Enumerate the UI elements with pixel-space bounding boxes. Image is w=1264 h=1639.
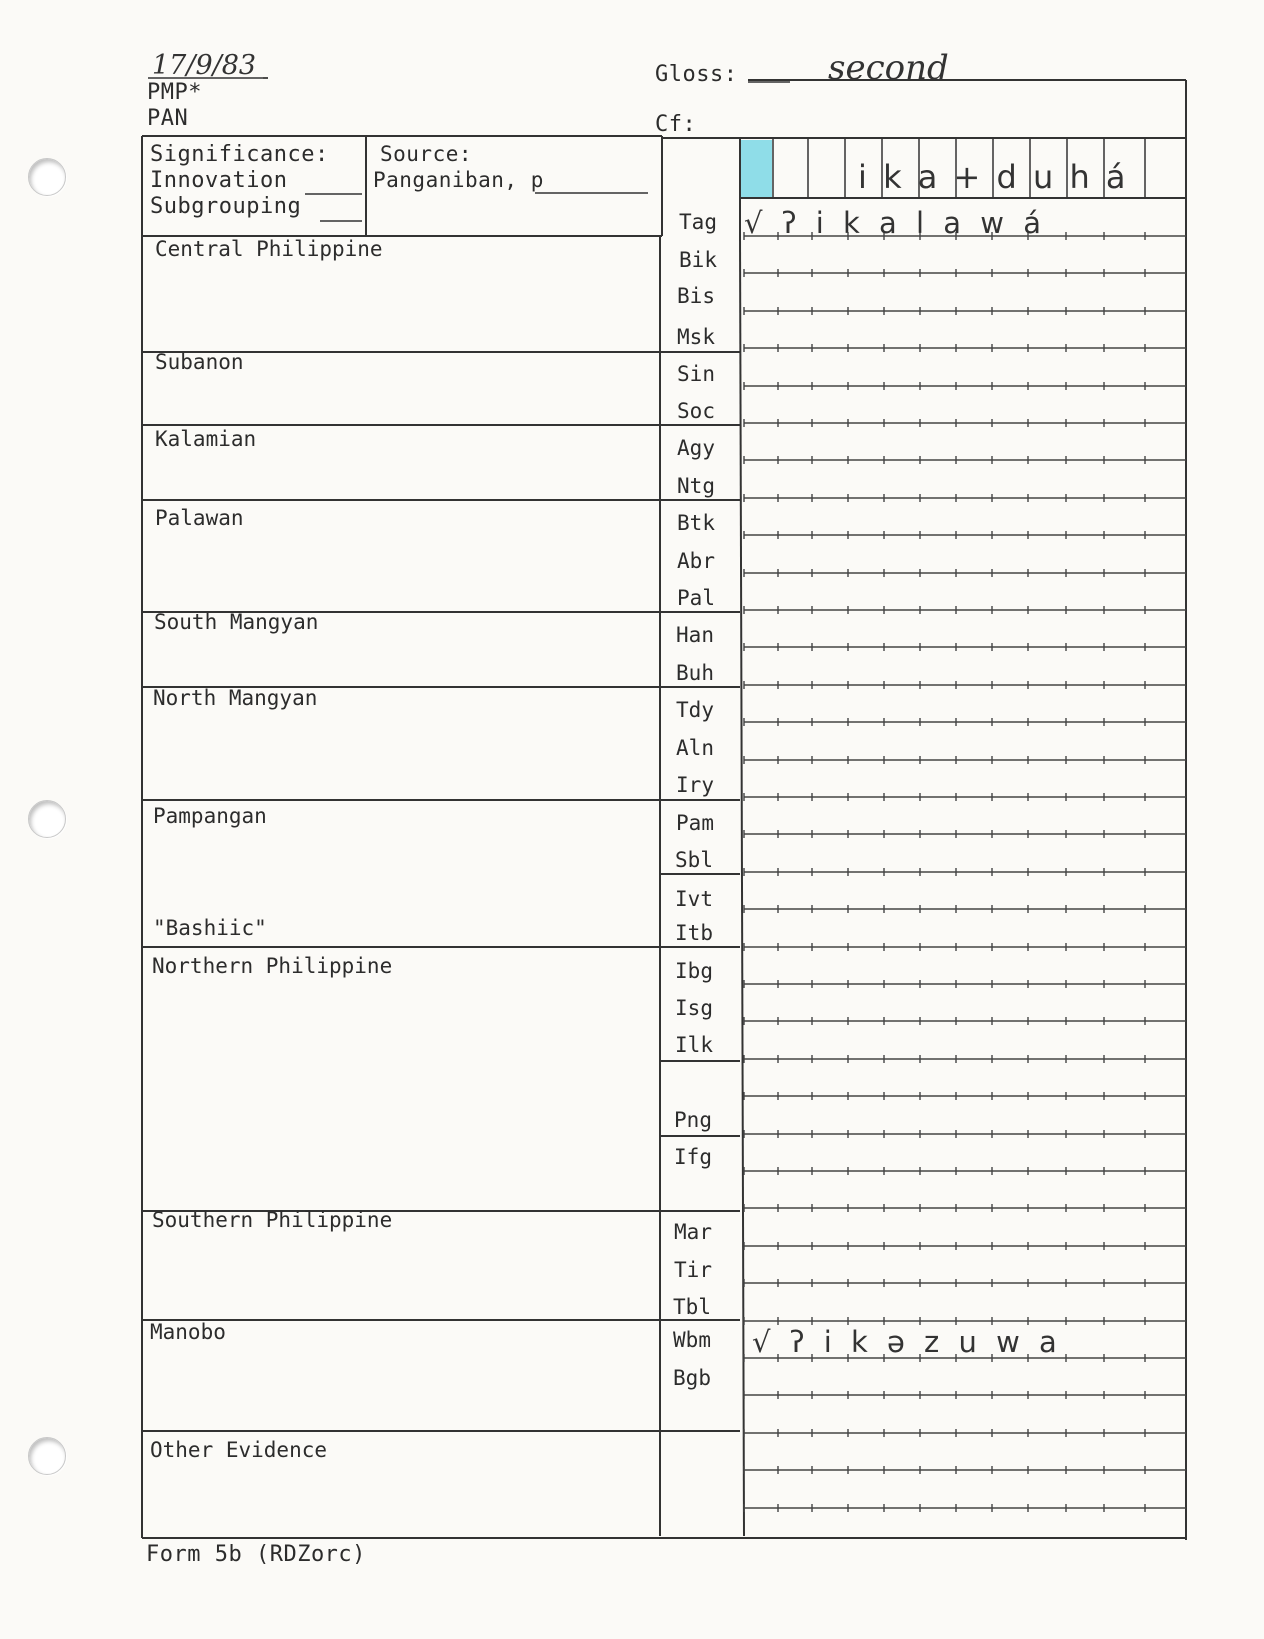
entry-tag: √ ʔ i k a l a w á — [744, 206, 1046, 240]
gloss-label: Gloss: — [655, 62, 738, 87]
lang-png: Png — [674, 1108, 712, 1132]
entry-wbm: √ ʔ i k ə z u w a — [752, 1325, 1062, 1359]
region-kalamian: Kalamian — [155, 427, 257, 451]
lang-pal: Pal — [677, 586, 715, 610]
lang-sin: Sin — [677, 362, 715, 386]
region-south-mangyan: South Mangyan — [154, 610, 319, 634]
lang-bik: Bik — [679, 248, 717, 272]
form-footer: Form 5b (RDZorc) — [146, 1542, 366, 1567]
lang-msk: Msk — [677, 325, 715, 349]
lang-bis: Bis — [677, 284, 715, 308]
subgrouping-label: Subgrouping — [150, 194, 302, 219]
lang-iry: Iry — [676, 773, 714, 797]
lang-itb: Itb — [675, 921, 713, 945]
region-north-mangyan: North Mangyan — [153, 686, 318, 710]
level-pmp: PMP* — [147, 80, 202, 105]
lang-wbm: Wbm — [673, 1328, 711, 1352]
cf-label: Cf: — [655, 112, 697, 137]
highlight-cell — [741, 140, 772, 197]
lang-abr: Abr — [677, 549, 715, 573]
region-bashiic: "Bashiic" — [153, 916, 267, 940]
lang-soc: Soc — [677, 399, 715, 423]
lang-tbl: Tbl — [673, 1295, 711, 1319]
level-pan: PAN — [147, 106, 189, 131]
innovation-label: Innovation — [150, 168, 288, 193]
lang-btk: Btk — [677, 511, 715, 535]
lang-mar: Mar — [674, 1220, 712, 1244]
region-central-philippine: Central Philippine — [155, 237, 383, 261]
lang-tag: Tag — [679, 210, 717, 234]
lang-pam: Pam — [676, 811, 714, 835]
source-value: Panganiban, p — [373, 168, 544, 192]
region-southern-philippine: Southern Philippine — [152, 1208, 393, 1232]
lang-ibg: Ibg — [675, 959, 713, 983]
region-manobo: Manobo — [150, 1320, 226, 1344]
gloss-value: second — [828, 48, 949, 88]
lang-sbl: Sbl — [675, 848, 713, 872]
source-label: Source: — [380, 142, 473, 166]
significance-label: Significance: — [150, 142, 329, 167]
region-palawan: Palawan — [155, 506, 244, 530]
region-other-evidence: Other Evidence — [150, 1438, 328, 1462]
lang-aln: Aln — [676, 736, 714, 760]
date: 17/9/83 — [152, 50, 257, 81]
lang-tdy: Tdy — [676, 698, 714, 722]
region-pampangan: Pampangan — [153, 804, 267, 828]
lang-han: Han — [676, 623, 714, 647]
reconstruction-text: i k a + d u h á — [858, 158, 1129, 196]
lang-agy: Agy — [677, 436, 715, 460]
lang-bgb: Bgb — [673, 1366, 711, 1390]
lang-ifg: Ifg — [674, 1145, 712, 1169]
lang-tir: Tir — [674, 1258, 712, 1282]
lang-buh: Buh — [676, 661, 714, 685]
region-subanon: Subanon — [155, 350, 244, 374]
region-northern-philippine: Northern Philippine — [152, 954, 393, 978]
lang-isg: Isg — [675, 996, 713, 1020]
lang-ilk: Ilk — [675, 1033, 713, 1057]
lang-ntg: Ntg — [677, 474, 715, 498]
lang-ivt: Ivt — [675, 887, 713, 911]
